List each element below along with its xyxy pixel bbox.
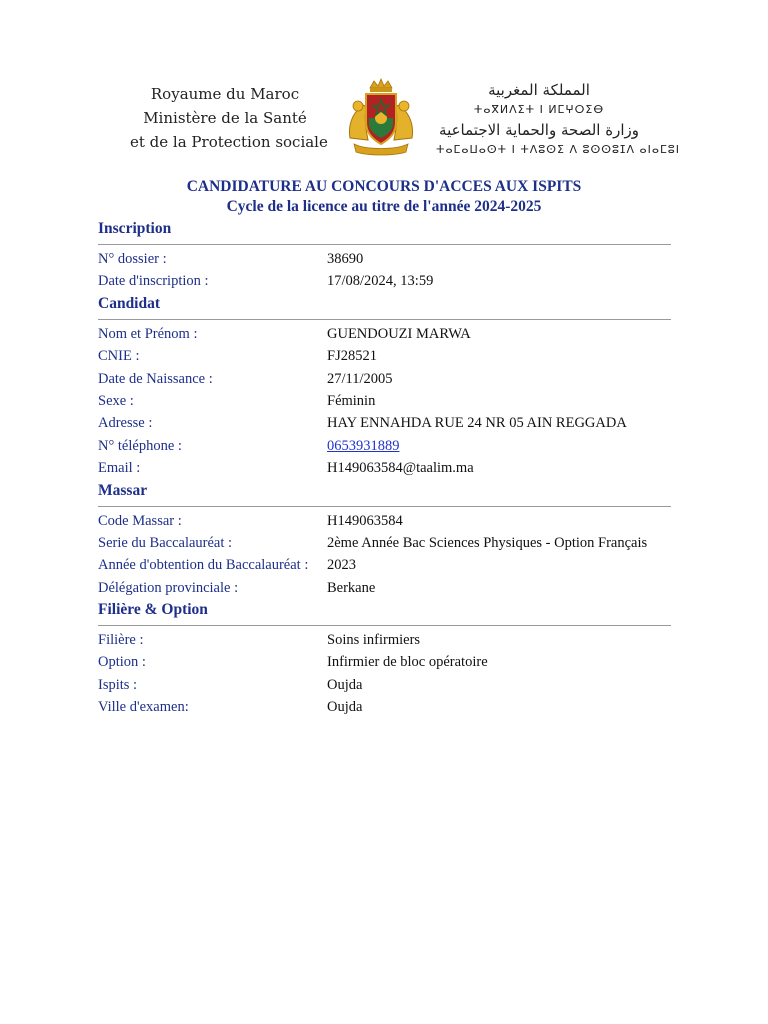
field-label: N° dossier : <box>98 251 167 267</box>
ministry-name-fr-line1: Ministère de la Santé <box>143 109 307 127</box>
field-value-option: Infirmier de bloc opératoire <box>327 654 488 671</box>
row-code-massar <box>98 510 671 532</box>
field-value-sexe: Féminin <box>327 392 376 409</box>
arabic-ministry-block <box>436 80 680 160</box>
document-titles <box>0 177 768 217</box>
field-label: Option : <box>98 654 146 671</box>
field-label: CNIE : <box>98 348 140 365</box>
field-value-ville-examen: Oujda <box>327 699 363 716</box>
field-label: Adresse : <box>98 415 153 432</box>
field-label: Filière : <box>98 632 144 649</box>
row-email <box>98 457 671 479</box>
document-header <box>0 78 768 158</box>
ministry-name-tifinagh: ⵜⴰⵎⴰⵡⴰⵙⵜ ⵏ ⵜⴷⵓⵙⵉ ⴷ ⵓⵙⵙⵓⵊⴷ ⴰⵏⴰⵎⵓⵏ <box>436 143 680 156</box>
field-label: Date de Naissance : <box>98 370 213 387</box>
field-value-serie-bac: 2ème Année Bac Sciences Physiques - Option Français <box>327 534 648 551</box>
field-label: Email : <box>98 460 141 477</box>
ministry-name-ar: وزارة الصحة والحماية الاجتماعية <box>439 121 639 139</box>
row-telephone <box>98 435 671 457</box>
kingdom-name-ar: المملكة المغربية <box>488 81 590 99</box>
field-label: Code Massar : <box>98 512 182 529</box>
kingdom-name-fr: Royaume du Maroc <box>150 85 300 103</box>
field-value-date-naissance: 27/11/2005 <box>327 370 393 387</box>
row-date-naissance <box>98 368 671 390</box>
field-value-delegation: Berkane <box>327 579 376 596</box>
section-title-massar: Massar <box>98 480 671 507</box>
row-ispits <box>98 674 671 696</box>
field-value-adresse: HAY ENNAHDA RUE 24 NR 05 AIN REGGADA <box>327 415 627 432</box>
field-value-ispits: Oujda <box>327 676 363 693</box>
row-serie-bac <box>98 532 671 554</box>
row-cnie <box>98 345 671 367</box>
field-label: N° téléphone : <box>98 437 182 454</box>
field-label: Ispits : <box>98 676 138 693</box>
row-date-inscription <box>98 270 671 292</box>
field-value-filiere: Soins infirmiers <box>327 632 421 649</box>
row-adresse <box>98 412 671 434</box>
row-sexe <box>98 390 671 412</box>
ministry-name-fr-line2: et de la Protection sociale <box>130 133 328 151</box>
field-value-code-massar: H149063584 <box>327 512 403 529</box>
row-nom <box>98 323 671 345</box>
field-label: Serie du Baccalauréat : <box>98 534 233 551</box>
section-title-candidat: Candidat <box>98 293 671 320</box>
row-dossier <box>98 248 671 270</box>
field-label: Sexe : <box>98 392 134 409</box>
row-filiere <box>98 629 671 651</box>
field-value-nom: GUENDOUZI MARWA <box>327 325 471 342</box>
row-delegation <box>98 577 671 599</box>
field-label: Nom et Prénom : <box>98 325 198 342</box>
phone-link[interactable]: 0653931889 <box>327 437 400 454</box>
field-value-dossier: 38690 <box>327 251 364 267</box>
row-option <box>98 651 671 673</box>
section-title-inscription: Inscription <box>98 218 671 245</box>
field-value-annee-bac: 2023 <box>327 557 356 574</box>
field-value-email: H149063584@taalim.ma <box>327 460 474 477</box>
application-details <box>98 218 671 719</box>
row-ville-examen <box>98 696 671 718</box>
document-subtitle: Cycle de la licence au titre de l'année 2024-2025 <box>226 198 542 215</box>
row-annee-bac <box>98 554 671 576</box>
field-value-date-inscription: 17/08/2024, 13:59 <box>327 273 434 290</box>
field-value-cnie: FJ28521 <box>327 348 377 365</box>
moroccan-coat-of-arms-icon <box>344 78 418 158</box>
document-title: CANDIDATURE AU CONCOURS D'ACCES AUX ISPITS <box>186 178 582 195</box>
field-label: Délégation provinciale : <box>98 579 239 596</box>
field-label: Date d'inscription : <box>98 273 209 290</box>
section-title-filiere: Filière & Option <box>98 599 671 626</box>
field-label: Année d'obtention du Baccalauréat : <box>98 557 309 574</box>
french-ministry-block <box>130 82 328 154</box>
field-label: Ville d'examen: <box>98 699 189 716</box>
kingdom-name-tifinagh: ⵜⴰⴳⵍⴷⵉⵜ ⵏ ⵍⵎⵖⵔⵉⴱ <box>473 103 605 116</box>
